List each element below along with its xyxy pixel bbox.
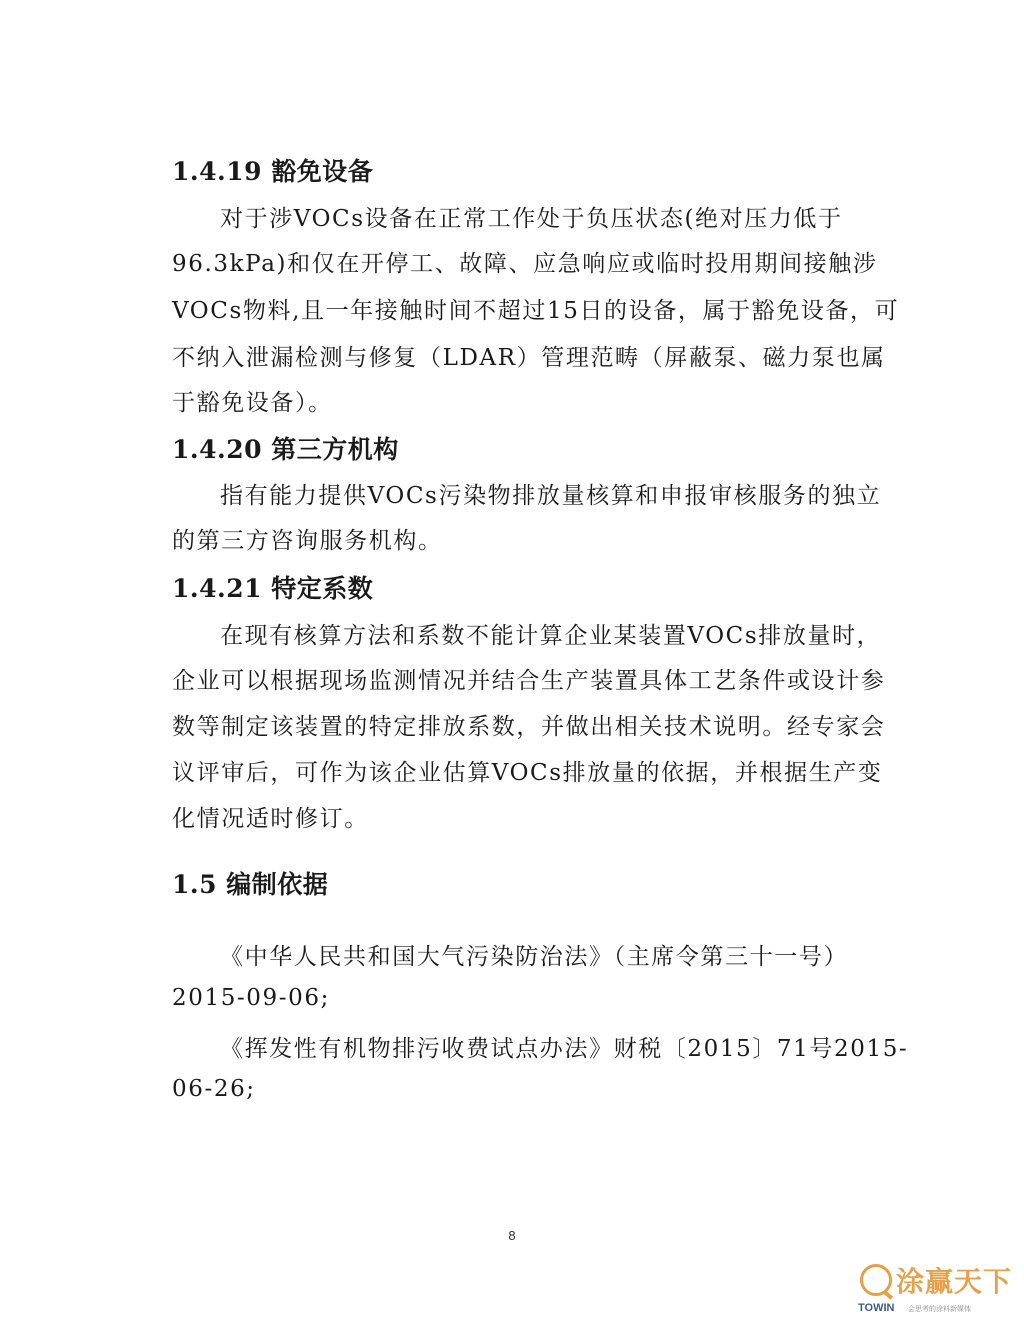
paragraph-line: 在现有核算方法和系数不能计算企业某装置VOCs排放量时， xyxy=(220,623,882,649)
paragraph-line: 议评审后，可作为该企业估算VOCs排放量的依据，并根据生产变 xyxy=(172,760,883,786)
section-heading-1-4-19: 1.4.19 豁免设备 xyxy=(172,157,374,186)
paragraph-line: 对于涉VOCs设备在正常工作处于负压状态(绝对压力低于 xyxy=(220,206,843,232)
section-heading-1-4-21: 1.4.21 特定系数 xyxy=(172,574,374,603)
paragraph-line: 数等制定该装置的特定排放系数，并做出相关技术说明。经专家会 xyxy=(172,714,886,740)
paragraph-line: 的第三方咨询服务机构。 xyxy=(172,528,443,554)
reference-line: 《中华人民共和国大气污染防治法》（主席令第三十一号） xyxy=(220,944,849,970)
paragraph-line: 指有能力提供VOCs污染物排放量核算和申报审核服务的独立 xyxy=(220,483,882,509)
watermark-brand: TOWIN xyxy=(858,1302,895,1314)
paragraph-line: 不纳入泄漏检测与修复（LDAR）管理范畴（屏蔽泵、磁力泵也属 xyxy=(172,345,886,371)
paragraph-line: 化情况适时修订。 xyxy=(172,806,369,832)
watermark xyxy=(856,1260,1016,1318)
paragraph-line: 企业可以根据现场监测情况并结合生产装置具体工艺条件或设计参 xyxy=(172,668,886,694)
paragraph-line: 于豁免设备）。 xyxy=(172,390,333,416)
paragraph-line: 96.3kPa)和仅在开停工、故障、应急响应或临时投用期间接触涉 xyxy=(172,251,878,277)
reference-line: 06-26; xyxy=(172,1076,256,1102)
page-number: 8 xyxy=(508,1228,516,1243)
watermark-logo-icon xyxy=(860,1264,892,1296)
watermark-title: 涂赢天下 xyxy=(896,1265,1013,1298)
reference-line: 《挥发性有机物排污收费试点办法》财税〔2015〕71号2015- xyxy=(220,1036,909,1062)
section-heading-1-5: 1.5 编制依据 xyxy=(172,870,329,899)
section-heading-1-4-20: 1.4.20 第三方机构 xyxy=(172,435,399,464)
watermark-tagline: 会思考的涂料新媒体 xyxy=(908,1305,971,1313)
reference-line: 2015-09-06; xyxy=(172,985,330,1011)
paragraph-line: VOCs物料,且一年接触时间不超过15日的设备，属于豁免设备，可 xyxy=(172,298,900,324)
